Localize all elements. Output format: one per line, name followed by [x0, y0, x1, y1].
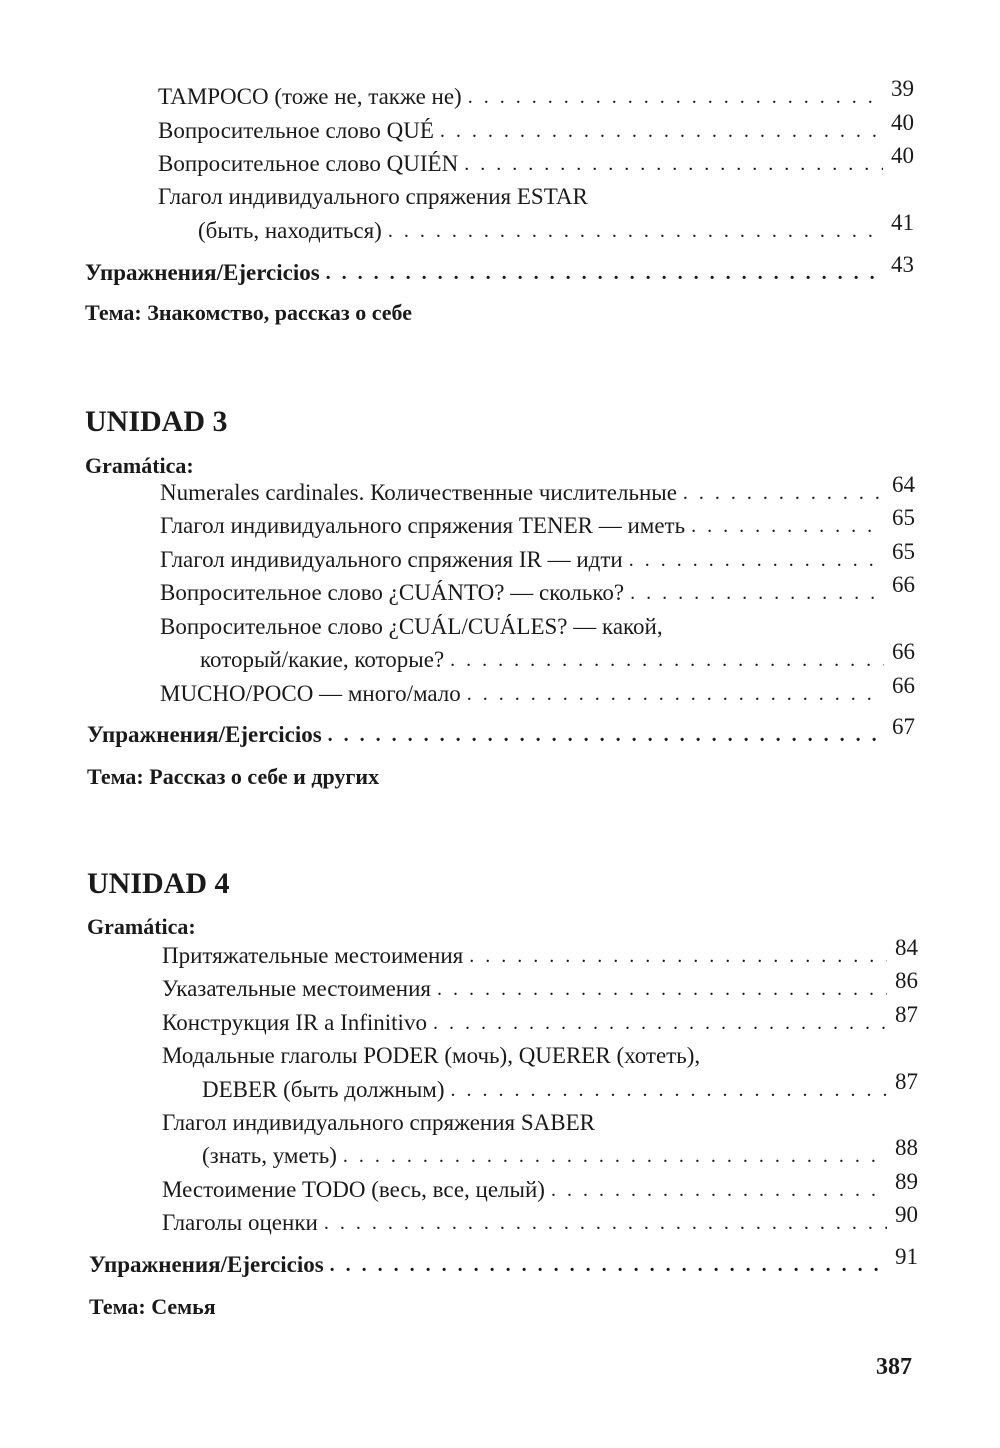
toc-entry-label-line2: который/какие, которые? — [200, 647, 445, 672]
unit-title: UNIDAD 3 — [85, 405, 228, 438]
exercises-label: Упражнения/Ejercicios — [89, 1252, 324, 1277]
toc-entry-page: 87 — [895, 1069, 918, 1094]
toc-entry-page: 40 — [891, 143, 914, 168]
dot-leader — [330, 1250, 887, 1280]
dot-leader — [629, 545, 884, 575]
toc-entry — [158, 110, 914, 146]
dot-leader — [324, 1208, 887, 1238]
exercises-label: Упражнения/Ejercicios — [87, 722, 322, 747]
toc-entry-label: Притяжательные местоимения — [162, 943, 464, 968]
dot-leader — [326, 258, 883, 288]
toc-entry-page: 90 — [895, 1202, 918, 1227]
dot-leader — [433, 1008, 887, 1038]
toc-entry-page: 66 — [892, 639, 915, 664]
toc-entry — [162, 1169, 918, 1205]
dot-leader — [328, 720, 884, 750]
dot-leader — [683, 478, 884, 508]
toc-entry — [158, 143, 914, 179]
dot-leader — [440, 116, 883, 146]
unit-title: UNIDAD 4 — [87, 867, 230, 900]
topic-line: Тема: Знакомство, рассказ о себе — [85, 300, 413, 325]
toc-entry — [160, 673, 915, 709]
toc-entry-label-line2: DEBER (быть должным) — [202, 1077, 445, 1102]
toc-entry-page: 87 — [895, 1002, 918, 1027]
toc-entry-page: 89 — [895, 1169, 918, 1194]
dot-leader — [551, 1175, 887, 1205]
dot-leader — [437, 974, 887, 1004]
dot-leader — [450, 645, 884, 675]
dot-leader — [451, 1075, 888, 1105]
toc-entry-page: 86 — [895, 968, 918, 993]
toc-entry-label-line1: Вопросительное слово ¿CUÁL/CUÁLES? — какой, — [160, 614, 663, 639]
toc-entry-page: 65 — [892, 505, 915, 530]
toc-entry-page: 39 — [891, 76, 914, 101]
toc-entry-label-line1: Модальные глаголы PODER (мочь), QUERER (хотеть), — [162, 1043, 701, 1068]
exercises-label: Упражнения/Ejercicios — [85, 260, 320, 285]
toc-entry-label: Указательные местоимения — [162, 976, 432, 1001]
exercises-page: 91 — [895, 1244, 918, 1269]
toc-exercises — [89, 1244, 918, 1280]
dot-leader — [388, 216, 883, 246]
grammar-label: Gramática: — [87, 914, 196, 939]
toc-entry — [198, 210, 914, 246]
toc-entry-label: MUCHO/POCO — много/мало — [160, 681, 461, 706]
toc-entry-label: Конструкция IR a Infinitivo — [162, 1010, 427, 1035]
grammar-label: Gramática: — [85, 453, 194, 478]
toc-entry-label-line2: (знать, уметь) — [202, 1143, 337, 1168]
toc-entry — [160, 539, 915, 575]
dot-leader — [468, 82, 883, 112]
toc-entry-page: 65 — [892, 539, 915, 564]
toc-entry — [160, 572, 915, 608]
toc-entry-page: 84 — [895, 935, 918, 960]
toc-entry — [200, 639, 915, 675]
topic-line: Тема: Рассказ о себе и других — [87, 764, 380, 789]
toc-entry — [162, 935, 918, 971]
page-number: 387 — [876, 1354, 912, 1380]
dot-leader — [691, 511, 884, 541]
toc-entry — [158, 76, 914, 112]
toc-entry-label: Глагол индивидуального спряжения TENER — иметь — [160, 513, 686, 538]
toc-entry — [162, 1202, 918, 1238]
toc-entry-page: 88 — [895, 1135, 918, 1160]
toc-entry-label-line2: (быть, находиться) — [198, 218, 382, 243]
toc-entry-label-line1: Глагол индивидуального спряжения ESTAR — [158, 184, 588, 209]
toc-entry-label: Вопросительное слово QUIÉN — [158, 151, 459, 176]
toc-entry-label-line1: Глагол индивидуального спряжения SABER — [162, 1110, 596, 1135]
toc-entry-label: Местоимение TODO (весь, все, целый) — [162, 1177, 545, 1202]
toc-entry — [202, 1135, 918, 1171]
dot-leader — [343, 1141, 887, 1171]
toc-entry — [160, 472, 915, 508]
toc-entry-page: 40 — [891, 110, 914, 135]
toc-entry — [162, 968, 918, 1004]
toc-entry-page: 66 — [892, 572, 915, 597]
topic-line: Тема: Семья — [89, 1294, 216, 1319]
toc-entry — [162, 1002, 918, 1038]
toc-entry-page: 64 — [892, 472, 915, 497]
toc-entry — [202, 1069, 918, 1105]
exercises-page: 43 — [891, 252, 914, 277]
toc-entry-label: Вопросительное слово QUÉ — [158, 118, 434, 143]
toc-entry-page: 41 — [891, 210, 914, 235]
toc-exercises — [85, 252, 914, 288]
toc-entry — [160, 505, 915, 541]
dot-leader — [467, 679, 884, 709]
dot-leader — [630, 578, 884, 608]
toc-entry-page: 66 — [892, 673, 915, 698]
dot-leader — [464, 149, 883, 179]
toc-entry-label: Вопросительное слово ¿CUÁNTO? — сколько? — [160, 580, 625, 605]
toc-entry-label: Numerales cardinales. Количественные числительные — [160, 480, 677, 505]
toc-entry-label: TAMPOCO (тоже не, также не) — [158, 84, 462, 109]
toc-exercises — [87, 714, 915, 750]
toc-entry-label: Глагол индивидуального спряжения IR — идти — [160, 547, 623, 572]
toc-entry-label: Глаголы оценки — [162, 1210, 318, 1235]
dot-leader — [469, 941, 887, 971]
exercises-page: 67 — [892, 714, 915, 739]
